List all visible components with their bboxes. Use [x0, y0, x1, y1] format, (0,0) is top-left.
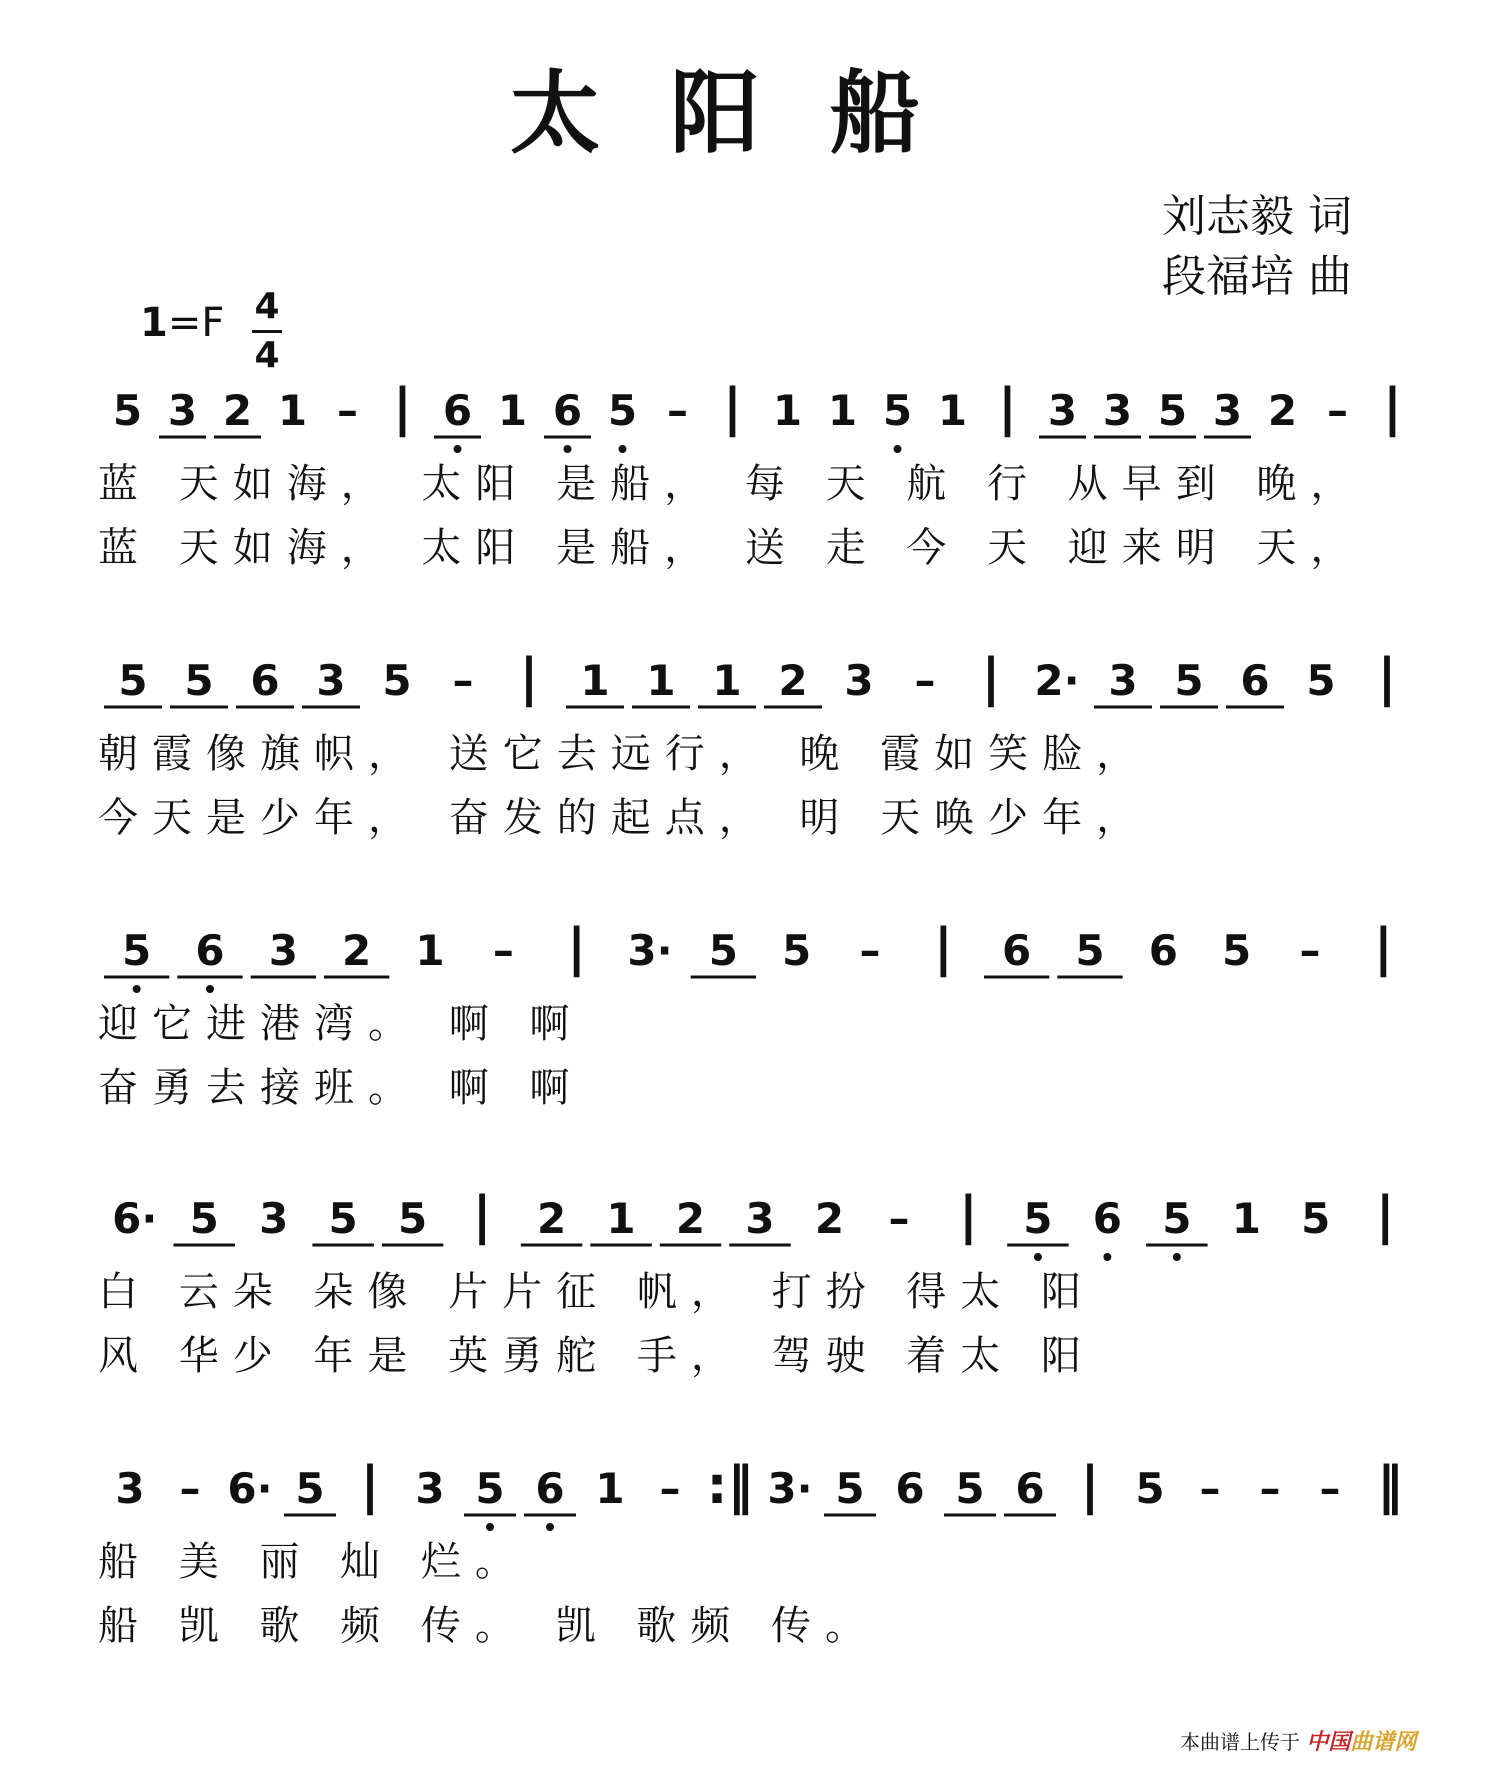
lyrics-verse-2: 风 华少 年是 英勇舵 手， 驾驶 着太 阳 — [98, 1333, 1096, 1379]
low-octave-dot — [486, 1523, 494, 1531]
note: 3· — [627, 926, 673, 975]
note: – — [1259, 1464, 1281, 1513]
note: 3 — [415, 1464, 445, 1513]
barline: | — [1377, 648, 1397, 708]
note: 6 — [535, 1464, 565, 1513]
low-octave-dot — [894, 445, 902, 453]
low-octave-dot — [1103, 1253, 1111, 1261]
note: 5 — [1075, 926, 1105, 975]
note: 5 — [955, 1464, 985, 1513]
note: 5 — [475, 1464, 505, 1513]
note: – — [452, 656, 474, 705]
lyrics-verse-1: 白 云朵 朵像 片片征 帆， 打扮 得太 阳 — [98, 1269, 1096, 1315]
note: 2 — [536, 1194, 567, 1243]
footer-text: 本曲谱上传于 — [1180, 1730, 1300, 1754]
note: 5 — [1174, 656, 1204, 705]
barline: | — [519, 648, 539, 708]
note: 6 — [895, 1464, 925, 1513]
note: – — [492, 926, 514, 975]
note: – — [667, 386, 688, 435]
time-top: 4 — [254, 286, 280, 327]
footer-watermark — [1180, 1725, 1416, 1756]
note: 2 — [342, 926, 372, 975]
barline: | — [393, 378, 412, 438]
low-octave-dot — [454, 445, 462, 453]
barline: | — [981, 648, 1001, 708]
lyrics-verse-2: 今天是少年， 奋发的起点， 明 天唤少年， — [98, 795, 1151, 841]
note: 2 — [1267, 386, 1298, 435]
note: 2 — [675, 1194, 706, 1243]
barline: ‖ — [1377, 1456, 1403, 1516]
barline: | — [360, 1456, 380, 1516]
lyrics-verse-1: 朝霞像旗帜， 送它去远行， 晚 霞如笑脸， — [98, 731, 1151, 777]
note: – — [659, 1464, 681, 1513]
note: 5 — [184, 656, 214, 705]
barline: | — [1375, 1186, 1395, 1246]
note: 5 — [112, 386, 143, 435]
note: 5 — [1135, 1464, 1165, 1513]
low-octave-dot — [619, 445, 627, 453]
note: 3 — [268, 926, 298, 975]
note: 1 — [415, 926, 445, 975]
note: 3 — [1212, 386, 1243, 435]
note: 1 — [277, 386, 308, 435]
note: 5 — [295, 1464, 325, 1513]
barline: | — [933, 918, 953, 978]
note: 6· — [227, 1464, 273, 1513]
barline: :‖ — [706, 1456, 754, 1516]
key-tonic: 1 — [140, 300, 168, 346]
low-octave-dot — [1173, 1253, 1181, 1261]
note: 5 — [1222, 926, 1252, 975]
note: 5 — [708, 926, 738, 975]
note: 6 — [250, 656, 280, 705]
note: 2 — [778, 656, 808, 705]
note: 6 — [1015, 1464, 1045, 1513]
lyrics-verse-1: 船 美 丽 灿 烂。 — [98, 1539, 529, 1585]
composer-credit: 段福培 曲 — [1162, 251, 1352, 302]
barline: | — [1383, 378, 1402, 438]
note: 3 — [1108, 656, 1138, 705]
note: – — [914, 656, 936, 705]
page-title: 太阳船 — [510, 60, 990, 166]
time-bottom: 4 — [254, 335, 280, 376]
low-octave-dot — [546, 1523, 554, 1531]
note: 6 — [195, 926, 225, 975]
note: 1 — [1231, 1194, 1261, 1243]
lyrics-verse-2: 船 凯 歌 频 传。 凯 歌频 传。 — [98, 1603, 880, 1649]
note: – — [337, 386, 358, 435]
note: 6 — [1092, 1194, 1122, 1243]
note: 3 — [745, 1194, 775, 1243]
note: 5 — [382, 656, 412, 705]
note: 6 — [442, 386, 473, 435]
lyrics-verse-1: 蓝 天如海， 太阳 是船， 每 天 航 行 从早到 晚， — [98, 461, 1365, 507]
note: 5 — [122, 926, 152, 975]
note: 3 — [844, 656, 874, 705]
note: 5 — [1023, 1194, 1053, 1243]
note: 1 — [595, 1464, 625, 1513]
note: 3 — [167, 386, 198, 435]
lyricist-credit: 刘志毅 词 — [1162, 191, 1352, 242]
note: 3 — [115, 1464, 145, 1513]
barline: | — [472, 1186, 492, 1246]
note: 3 — [316, 656, 346, 705]
note: 5 — [189, 1194, 219, 1243]
lyrics-verse-2: 蓝 天如海， 太阳 是船， 送 走 今 天 迎来明 天， — [98, 525, 1365, 571]
barline: | — [567, 918, 587, 978]
barline: | — [998, 378, 1017, 438]
note: – — [859, 926, 881, 975]
note: 6 — [552, 386, 583, 435]
note: 3· — [767, 1464, 813, 1513]
note: 1 — [606, 1194, 636, 1243]
note: 5 — [1157, 386, 1188, 435]
barline: | — [723, 378, 742, 438]
barline: | — [1080, 1456, 1100, 1516]
note: 1 — [937, 386, 968, 435]
note: 1 — [580, 656, 610, 705]
lyrics-verse-2: 奋勇去接班。 啊 啊 — [98, 1065, 584, 1111]
note: – — [1327, 386, 1348, 435]
note: 5 — [607, 386, 638, 435]
note: 5 — [1306, 656, 1336, 705]
note: 5 — [882, 386, 913, 435]
note: – — [1199, 1464, 1221, 1513]
note: 1 — [712, 656, 742, 705]
note: – — [179, 1464, 201, 1513]
note: 6 — [1002, 926, 1032, 975]
site-logo-a: 中国 — [1306, 1730, 1351, 1755]
barline: | — [958, 1186, 978, 1246]
note: 1 — [772, 386, 803, 435]
barline: | — [1373, 918, 1393, 978]
note: 5 — [782, 926, 812, 975]
note: – — [1299, 926, 1321, 975]
note: 5 — [118, 656, 148, 705]
note: 3 — [259, 1194, 289, 1243]
note: – — [888, 1194, 910, 1243]
note: 6 — [1148, 926, 1178, 975]
note: 1 — [827, 386, 858, 435]
low-octave-dot — [1034, 1253, 1042, 1261]
note: 3 — [1047, 386, 1078, 435]
key-name: F — [201, 300, 225, 346]
note: 2 — [814, 1194, 845, 1243]
note: 1 — [497, 386, 528, 435]
note: 5 — [1301, 1194, 1331, 1243]
note: 5 — [835, 1464, 865, 1513]
low-octave-dot — [206, 985, 214, 993]
note: 5 — [398, 1194, 428, 1243]
low-octave-dot — [133, 985, 141, 993]
site-logo-b: 曲谱网 — [1350, 1730, 1417, 1755]
note: 1 — [646, 656, 676, 705]
note: 6· — [112, 1194, 158, 1243]
note: 2· — [1034, 656, 1080, 705]
key-equals: = — [167, 300, 202, 346]
lyrics-verse-1: 迎它进港湾。 啊 啊 — [98, 1001, 584, 1047]
note: – — [1319, 1464, 1341, 1513]
note: 3 — [1102, 386, 1133, 435]
low-octave-dot — [564, 445, 572, 453]
note: 2 — [222, 386, 253, 435]
note: 5 — [328, 1194, 358, 1243]
note: 6 — [1240, 656, 1270, 705]
note: 5 — [1162, 1194, 1192, 1243]
